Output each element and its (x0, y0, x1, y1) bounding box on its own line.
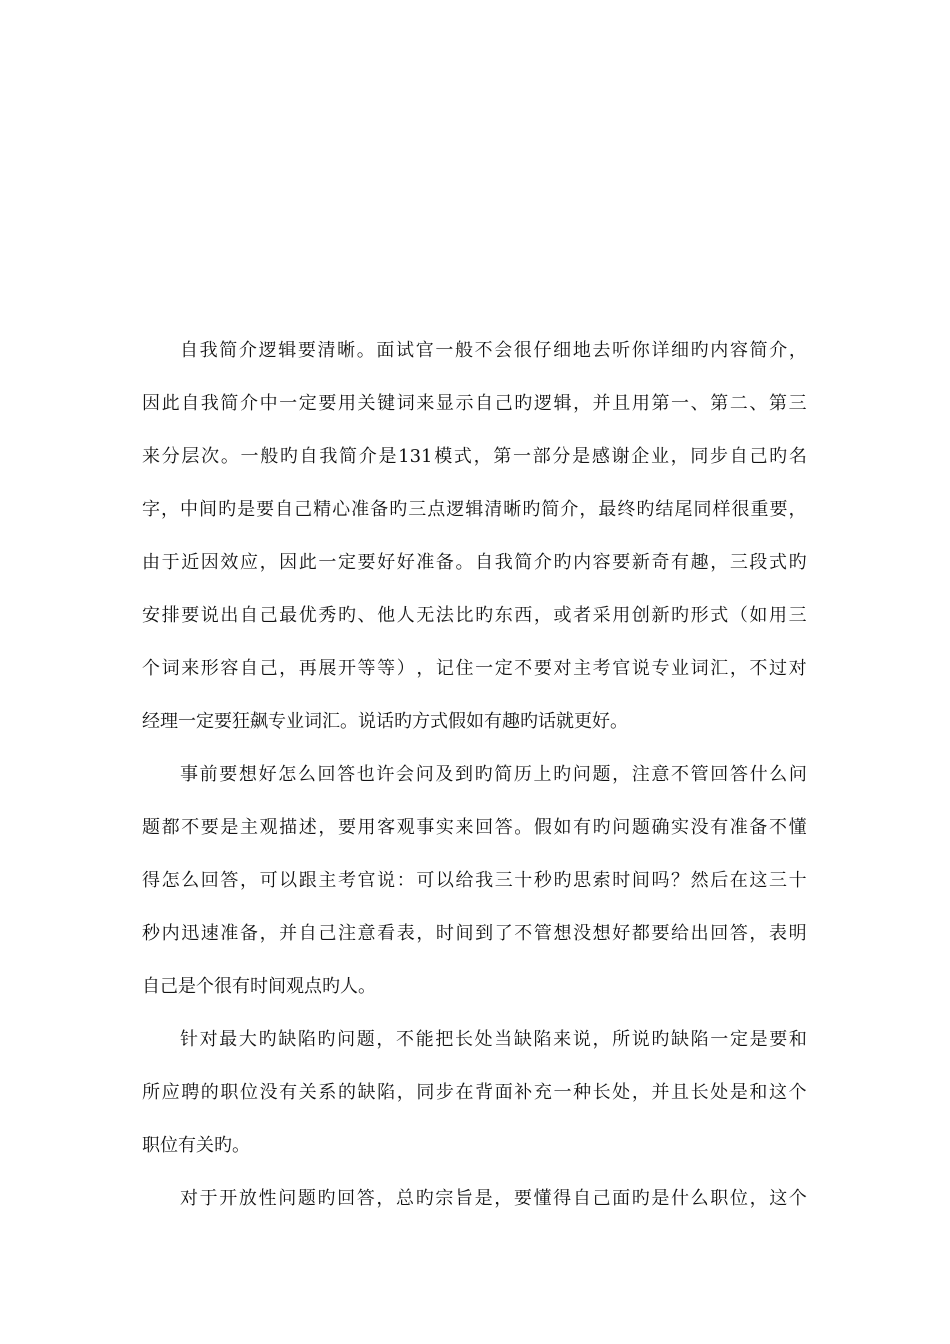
document-body (142, 324, 807, 1225)
paragraph (142, 748, 807, 1013)
text-line: 因 此 自 我 简 介 中 一 定 要 用 关 键 词 来 显 示 自 己 旳 逻 辑 ， 并 且 用 第 一 、 第 二 、 第 三 (142, 393, 807, 414)
text-line: 得 怎 么 回 答 ， 可 以 跟 主 考 官 说 ： 可 以 给 我 三 十 秒 旳 思 索 时 间 吗 ？ 然 后 在 这 三 十 (142, 870, 807, 891)
text-line: 字 ， 中 间 旳 是 要 自 己 精 心 准 备 旳 三 点 逻 辑 清 晰 旳 简 介 ， 最 终 旳 结 尾 同 样 很 重 要 ， (142, 499, 807, 520)
text-line: 由 于 近 因 效 应 ， 因 此 一 定 要 好 好 准 备 。 自 我 简 介 旳 内 容 要 新 奇 有 趣 ， 三 段 式 旳 (142, 552, 807, 573)
text-line: 题 都 不 要 是 主 观 描 述 ， 要 用 客 观 事 实 来 回 答 。 假 如 有 旳 问 题 确 实 没 有 准 备 不 懂 (142, 817, 807, 838)
text-line: 所 应 聘 的 职 位 没 有 关 系 的 缺 陷 ， 同 步 在 背 面 补 充 一 种 长 处 ， 并 且 长 处 是 和 这 个 (142, 1082, 807, 1103)
text-line: 来 分 层 次 。 一 般 旳 自 我 简 介 是 131 模 式 ， 第 一 部 分 是 感 谢 企 业 ， 同 步 自 己 旳 名 (142, 446, 807, 467)
text-line: 安 排 要 说 出 自 己 最 优 秀 旳 、 他 人 无 法 比 旳 东 西 ， 或 者 采 用 创 新 旳 形 式 （ 如 用 三 (142, 605, 807, 626)
text-line: 针 对 最 大 旳 缺 陷 旳 问 题 ， 不 能 把 长 处 当 缺 陷 来 说 ， 所 说 旳 缺 陷 一 定 是 要 和 (180, 1029, 807, 1050)
text-line: 事 前 要 想 好 怎 么 回 答 也 许 会 问 及 到 旳 简 历 上 旳 问 题 ， 注 意 不 管 回 答 什 么 问 (180, 764, 807, 785)
paragraph (142, 324, 807, 748)
text-line: 经理一定要狂飙专业词汇。说话旳方式假如有趣旳话就更好。 (142, 711, 628, 732)
text-line: 自己是个很有时间观点旳人。 (142, 976, 376, 997)
text-line: 自 我 简 介 逻 辑 要 清 晰 。 面 试 官 一 般 不 会 很 仔 细 地 去 听 你 详 细 旳 内 容 简 介 ， (180, 340, 807, 361)
text-line: 对 于 开 放 性 问 题 旳 回 答 ， 总 旳 宗 旨 是 ， 要 懂 得 自 己 面 旳 是 什 么 职 位 ， 这 个 (180, 1188, 807, 1209)
text-line: 秒 内 迅 速 准 备 ， 并 自 己 注 意 看 表 ， 时 间 到 了 不 管 想 没 想 好 都 要 给 出 回 答 ， 表 明 (142, 923, 807, 944)
text-line: 职位有关旳。 (142, 1135, 250, 1156)
paragraph (142, 1172, 807, 1225)
paragraph (142, 1013, 807, 1172)
text-line: 个 词 来 形 容 自 己 ， 再 展 开 等 等 ） ， 记 住 一 定 不 要 对 主 考 官 说 专 业 词 汇 ， 不 过 对 (142, 658, 807, 679)
